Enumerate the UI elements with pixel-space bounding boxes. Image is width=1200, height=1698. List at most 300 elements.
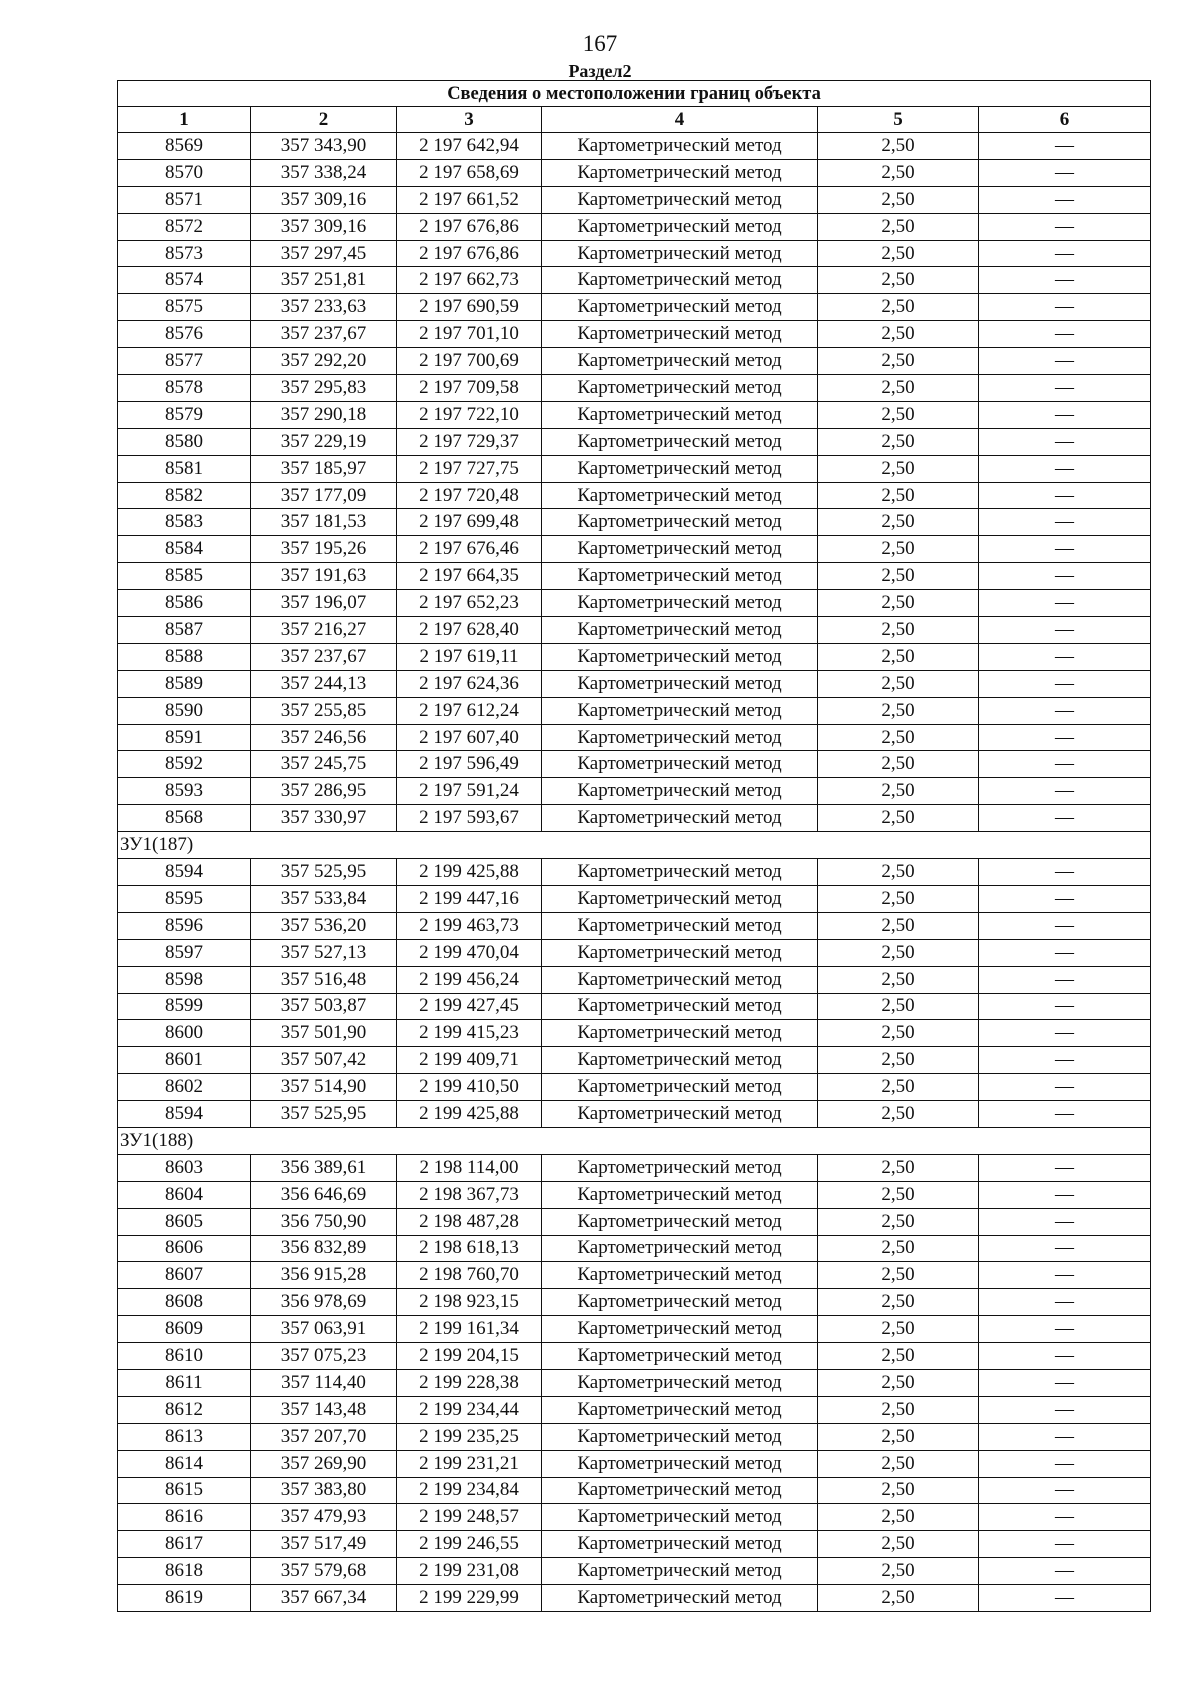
table-row [118, 267, 1151, 294]
table-cell: 357 177,09 [251, 482, 397, 509]
table-cell: 2 199 235,25 [397, 1423, 542, 1450]
table-cell: 8610 [118, 1343, 251, 1370]
table-cell: Картометрический метод [542, 455, 818, 482]
table-caption-row [118, 81, 1151, 107]
table-cell: 2,50 [818, 240, 979, 267]
table-cell: Картометрический метод [542, 186, 818, 213]
table-cell: 2 197 676,86 [397, 240, 542, 267]
table-cell: 2 197 596,49 [397, 751, 542, 778]
table-cell: 2,50 [818, 401, 979, 428]
table-row [118, 1181, 1151, 1208]
table-cell: 8600 [118, 1020, 251, 1047]
table-row [118, 563, 1151, 590]
table-cell: — [979, 159, 1151, 186]
table-cell: 8588 [118, 643, 251, 670]
table-cell: Картометрический метод [542, 885, 818, 912]
table-cell: Картометрический метод [542, 267, 818, 294]
group-label: ЗУ1(187) [118, 832, 1151, 859]
table-row [118, 697, 1151, 724]
table-cell: Картометрический метод [542, 617, 818, 644]
table-cell: 8591 [118, 724, 251, 751]
table-cell: 357 479,93 [251, 1504, 397, 1531]
table-row [118, 1262, 1151, 1289]
table-cell: Картометрический метод [542, 1316, 818, 1343]
table-cell: 8569 [118, 133, 251, 160]
table-cell: Картометрический метод [542, 1047, 818, 1074]
boundary-coordinates-table [117, 80, 1151, 1612]
table-cell: — [979, 885, 1151, 912]
table-row [118, 1558, 1151, 1585]
table-cell: 2,50 [818, 1369, 979, 1396]
table-cell: Картометрический метод [542, 536, 818, 563]
table-cell: 2 199 246,55 [397, 1531, 542, 1558]
table-cell: 356 915,28 [251, 1262, 397, 1289]
table-cell: 357 229,19 [251, 428, 397, 455]
table-cell: 8575 [118, 294, 251, 321]
table-cell: 357 309,16 [251, 186, 397, 213]
table-cell: Картометрический метод [542, 133, 818, 160]
table-cell: 8576 [118, 321, 251, 348]
table-row [118, 1316, 1151, 1343]
table-cell: 2 198 487,28 [397, 1208, 542, 1235]
table-cell: 8607 [118, 1262, 251, 1289]
table-cell: 8590 [118, 697, 251, 724]
table-cell: 8578 [118, 375, 251, 402]
table-cell: 357 143,48 [251, 1396, 397, 1423]
table-cell: 357 383,80 [251, 1477, 397, 1504]
table-cell: 2 197 722,10 [397, 401, 542, 428]
table-cell: 2 197 607,40 [397, 724, 542, 751]
table-cell: 8577 [118, 348, 251, 375]
table-cell: 2 197 612,24 [397, 697, 542, 724]
table-cell: Картометрический метод [542, 321, 818, 348]
table-cell: — [979, 859, 1151, 886]
table-cell: — [979, 993, 1151, 1020]
table-cell: 357 233,63 [251, 294, 397, 321]
table-cell: 357 246,56 [251, 724, 397, 751]
table-row [118, 482, 1151, 509]
table-cell: 357 503,87 [251, 993, 397, 1020]
table-cell: — [979, 536, 1151, 563]
table-cell: 2,50 [818, 590, 979, 617]
section-title: Раздел2 [568, 61, 632, 81]
table-cell: — [979, 1289, 1151, 1316]
table-cell: Картометрический метод [542, 428, 818, 455]
table-cell: 2 199 248,57 [397, 1504, 542, 1531]
table-cell: 2,50 [818, 1477, 979, 1504]
table-row [118, 939, 1151, 966]
table-cell: — [979, 805, 1151, 832]
table-caption: Сведения о местоположении границ объекта [118, 81, 1151, 107]
table-cell: 2,50 [818, 778, 979, 805]
table-cell: 357 290,18 [251, 401, 397, 428]
table-row [118, 509, 1151, 536]
table-cell: — [979, 751, 1151, 778]
table-cell: 2,50 [818, 751, 979, 778]
table-cell: Картометрический метод [542, 805, 818, 832]
table-cell: Картометрический метод [542, 240, 818, 267]
table-cell: — [979, 1181, 1151, 1208]
table-cell: Картометрический метод [542, 1181, 818, 1208]
table-cell: 357 269,90 [251, 1450, 397, 1477]
table-cell: 2 199 463,73 [397, 912, 542, 939]
table-cell: — [979, 133, 1151, 160]
table-cell: 2 197 624,36 [397, 670, 542, 697]
table-cell: Картометрический метод [542, 1208, 818, 1235]
table-row [118, 1396, 1151, 1423]
table-row [118, 240, 1151, 267]
table-cell: 2 197 661,52 [397, 186, 542, 213]
table-cell: 357 338,24 [251, 159, 397, 186]
table-cell: — [979, 482, 1151, 509]
table-cell: — [979, 724, 1151, 751]
table-cell: Картометрический метод [542, 1450, 818, 1477]
table-cell: 356 750,90 [251, 1208, 397, 1235]
table-cell: 2 197 690,59 [397, 294, 542, 321]
table-cell: 357 191,63 [251, 563, 397, 590]
table-cell: 2 197 699,48 [397, 509, 542, 536]
table-row [118, 1423, 1151, 1450]
table-cell: 8612 [118, 1396, 251, 1423]
table-cell: 357 533,84 [251, 885, 397, 912]
table-cell: 2,50 [818, 885, 979, 912]
table-cell: 8584 [118, 536, 251, 563]
table-cell: Картометрический метод [542, 1020, 818, 1047]
column-header: 1 [118, 107, 251, 133]
table-cell: Картометрический метод [542, 563, 818, 590]
table-cell: 2,50 [818, 509, 979, 536]
table-cell: 357 516,48 [251, 966, 397, 993]
table-cell: 8595 [118, 885, 251, 912]
table-cell: 2 197 709,58 [397, 375, 542, 402]
table-cell: 8604 [118, 1181, 251, 1208]
table-cell: 357 525,95 [251, 1101, 397, 1128]
table-cell: 2 198 618,13 [397, 1235, 542, 1262]
table-row [118, 1047, 1151, 1074]
table-cell: 2 199 229,99 [397, 1585, 542, 1612]
table-cell: 357 181,53 [251, 509, 397, 536]
table-cell: 356 978,69 [251, 1289, 397, 1316]
table-cell: 2,50 [818, 1101, 979, 1128]
table-cell: — [979, 1531, 1151, 1558]
table-cell: 2 197 664,35 [397, 563, 542, 590]
table-cell: 2 198 114,00 [397, 1154, 542, 1181]
table-row [118, 590, 1151, 617]
table-cell: 2,50 [818, 670, 979, 697]
table-cell: 8589 [118, 670, 251, 697]
table-cell: 357 286,95 [251, 778, 397, 805]
table-row [118, 1208, 1151, 1235]
table-cell: 8582 [118, 482, 251, 509]
table-cell: — [979, 1235, 1151, 1262]
table-cell: 2,50 [818, 186, 979, 213]
table-cell: 357 195,26 [251, 536, 397, 563]
table-cell: — [979, 1101, 1151, 1128]
table-cell: — [979, 213, 1151, 240]
table-cell: 2 197 619,11 [397, 643, 542, 670]
group-label: ЗУ1(188) [118, 1127, 1151, 1154]
table-cell: — [979, 1504, 1151, 1531]
table-cell: — [979, 455, 1151, 482]
table-cell: — [979, 778, 1151, 805]
table-cell: — [979, 401, 1151, 428]
table-cell: — [979, 1316, 1151, 1343]
table-row [118, 1504, 1151, 1531]
table-group-row [118, 832, 1151, 859]
table-cell: 2,50 [818, 1262, 979, 1289]
table-row [118, 1154, 1151, 1181]
table-cell: 357 185,97 [251, 455, 397, 482]
table-cell: Картометрический метод [542, 159, 818, 186]
table-cell: Картометрический метод [542, 643, 818, 670]
table-cell: 2,50 [818, 1047, 979, 1074]
table-cell: 2,50 [818, 321, 979, 348]
table-cell: Картометрический метод [542, 294, 818, 321]
table-cell: 357 517,49 [251, 1531, 397, 1558]
table-cell: Картометрический метод [542, 213, 818, 240]
table-cell: Картометрический метод [542, 1477, 818, 1504]
table-row [118, 1074, 1151, 1101]
table-cell: 357 295,83 [251, 375, 397, 402]
table-cell: 2,50 [818, 1450, 979, 1477]
table-cell: 8585 [118, 563, 251, 590]
table-cell: 8581 [118, 455, 251, 482]
table-cell: 357 579,68 [251, 1558, 397, 1585]
table-row [118, 186, 1151, 213]
table-cell: 2 197 662,73 [397, 267, 542, 294]
table-row [118, 966, 1151, 993]
table-cell: 2 199 415,23 [397, 1020, 542, 1047]
table-cell: 8608 [118, 1289, 251, 1316]
table-row [118, 1531, 1151, 1558]
table-cell: 2,50 [818, 213, 979, 240]
table-cell: 357 525,95 [251, 859, 397, 886]
table-cell: 2 197 642,94 [397, 133, 542, 160]
table-cell: 357 207,70 [251, 1423, 397, 1450]
table-cell: — [979, 267, 1151, 294]
table-cell: Картометрический метод [542, 482, 818, 509]
table-cell: 2,50 [818, 617, 979, 644]
table-cell: — [979, 617, 1151, 644]
table-cell: 8609 [118, 1316, 251, 1343]
table-cell: 2 197 676,46 [397, 536, 542, 563]
table-cell: Картометрический метод [542, 859, 818, 886]
table-cell: 357 063,91 [251, 1316, 397, 1343]
table-cell: 357 216,27 [251, 617, 397, 644]
table-cell: 2 199 228,38 [397, 1369, 542, 1396]
table-cell: 8615 [118, 1477, 251, 1504]
table-cell: 357 667,34 [251, 1585, 397, 1612]
table-row [118, 670, 1151, 697]
table-cell: 2 199 410,50 [397, 1074, 542, 1101]
table-cell: — [979, 1585, 1151, 1612]
table-cell: — [979, 1020, 1151, 1047]
table-cell: Картометрический метод [542, 912, 818, 939]
table-cell: 8619 [118, 1585, 251, 1612]
table-cell: 2,50 [818, 348, 979, 375]
table-cell: 8616 [118, 1504, 251, 1531]
table-row [118, 455, 1151, 482]
table-cell: 8593 [118, 778, 251, 805]
table-cell: 357 114,40 [251, 1369, 397, 1396]
table-row [118, 751, 1151, 778]
table-cell: 8587 [118, 617, 251, 644]
table-cell: Картометрический метод [542, 1343, 818, 1370]
table-cell: — [979, 1477, 1151, 1504]
table-cell: 2,50 [818, 697, 979, 724]
column-header: 6 [979, 107, 1151, 133]
table-cell: 2,50 [818, 966, 979, 993]
table-cell: 2 198 760,70 [397, 1262, 542, 1289]
table-cell: 2,50 [818, 939, 979, 966]
table-row [118, 1289, 1151, 1316]
table-cell: 2,50 [818, 375, 979, 402]
table-row [118, 859, 1151, 886]
table-cell: 2 199 409,71 [397, 1047, 542, 1074]
table-cell: — [979, 1369, 1151, 1396]
table-cell: 2 199 234,44 [397, 1396, 542, 1423]
table-cell: 8617 [118, 1531, 251, 1558]
table-cell: 8571 [118, 186, 251, 213]
table-row [118, 133, 1151, 160]
table-cell: 8605 [118, 1208, 251, 1235]
table-cell: Картометрический метод [542, 1154, 818, 1181]
table-cell: 8611 [118, 1369, 251, 1396]
column-header: 5 [818, 107, 979, 133]
table-cell: 2,50 [818, 1343, 979, 1370]
table-cell: 2 197 593,67 [397, 805, 542, 832]
table-cell: 357 237,67 [251, 643, 397, 670]
table-row [118, 213, 1151, 240]
page-number: 167 [582, 31, 618, 56]
table-cell: 2 199 447,16 [397, 885, 542, 912]
table-cell: 357 536,20 [251, 912, 397, 939]
table-cell: Картометрический метод [542, 1101, 818, 1128]
table-cell: — [979, 643, 1151, 670]
table-row [118, 1235, 1151, 1262]
table-cell: 8598 [118, 966, 251, 993]
table-cell: 2,50 [818, 455, 979, 482]
table-cell: 2,50 [818, 1181, 979, 1208]
table-cell: 2,50 [818, 1208, 979, 1235]
table-cell: Картометрический метод [542, 966, 818, 993]
table-row [118, 617, 1151, 644]
table-cell: — [979, 375, 1151, 402]
table-cell: 356 832,89 [251, 1235, 397, 1262]
table-row [118, 1585, 1151, 1612]
table-cell: — [979, 1558, 1151, 1585]
table-cell: 2,50 [818, 428, 979, 455]
table-cell: Картометрический метод [542, 590, 818, 617]
table-cell: Картометрический метод [542, 401, 818, 428]
table-cell: Картометрический метод [542, 1396, 818, 1423]
table-cell: Картометрический метод [542, 1531, 818, 1558]
table-cell: 2 199 425,88 [397, 859, 542, 886]
table-row [118, 993, 1151, 1020]
table-cell: 8572 [118, 213, 251, 240]
table-cell: 357 237,67 [251, 321, 397, 348]
table-cell: — [979, 670, 1151, 697]
table-cell: 2 197 729,37 [397, 428, 542, 455]
table-row [118, 805, 1151, 832]
table-cell: 2,50 [818, 859, 979, 886]
table-cell: 8573 [118, 240, 251, 267]
table-cell: 357 297,45 [251, 240, 397, 267]
table-cell: 8594 [118, 859, 251, 886]
table-cell: Картометрический метод [542, 375, 818, 402]
table-cell: 8602 [118, 1074, 251, 1101]
table-cell: 8579 [118, 401, 251, 428]
table-cell: Картометрический метод [542, 1369, 818, 1396]
table-row [118, 885, 1151, 912]
table-cell: 2 199 456,24 [397, 966, 542, 993]
table-header-row [118, 107, 1151, 133]
table-row [118, 724, 1151, 751]
table-cell: 357 501,90 [251, 1020, 397, 1047]
table-cell: 2 199 427,45 [397, 993, 542, 1020]
table-cell: — [979, 1343, 1151, 1370]
table-row [118, 1369, 1151, 1396]
table-cell: 2,50 [818, 1585, 979, 1612]
table-cell: 2 199 161,34 [397, 1316, 542, 1343]
table-cell: 2,50 [818, 724, 979, 751]
table-cell: 2 197 591,24 [397, 778, 542, 805]
table-cell: Картометрический метод [542, 751, 818, 778]
table-cell: 2,50 [818, 1074, 979, 1101]
table-cell: 2,50 [818, 1531, 979, 1558]
table-cell: 357 309,16 [251, 213, 397, 240]
table-cell: 8570 [118, 159, 251, 186]
table-cell: 2,50 [818, 1423, 979, 1450]
table-cell: 8599 [118, 993, 251, 1020]
table-cell: 2,50 [818, 643, 979, 670]
table-cell: Картометрический метод [542, 724, 818, 751]
table-cell: 357 527,13 [251, 939, 397, 966]
table-cell: — [979, 697, 1151, 724]
table-cell: 8594 [118, 1101, 251, 1128]
table-cell: 357 244,13 [251, 670, 397, 697]
table-cell: Картометрический метод [542, 1074, 818, 1101]
table-cell: 2,50 [818, 267, 979, 294]
table-cell: Картометрический метод [542, 1558, 818, 1585]
table-cell: 8597 [118, 939, 251, 966]
table-cell: 2,50 [818, 1504, 979, 1531]
table-row [118, 778, 1151, 805]
table-cell: 2 199 204,15 [397, 1343, 542, 1370]
table-cell: — [979, 1262, 1151, 1289]
table-cell: 8568 [118, 805, 251, 832]
table-cell: Картометрический метод [542, 348, 818, 375]
table-cell: 8601 [118, 1047, 251, 1074]
table-row [118, 428, 1151, 455]
table-cell: 8586 [118, 590, 251, 617]
table-cell: 2 199 234,84 [397, 1477, 542, 1504]
table-cell: 2 198 923,15 [397, 1289, 542, 1316]
table-cell: Картометрический метод [542, 670, 818, 697]
table-row [118, 643, 1151, 670]
column-header: 4 [542, 107, 818, 133]
table-cell: 357 251,81 [251, 267, 397, 294]
table-cell: 357 292,20 [251, 348, 397, 375]
table-cell: 2 197 720,48 [397, 482, 542, 509]
table-cell: — [979, 1396, 1151, 1423]
table-cell: — [979, 1208, 1151, 1235]
table-cell: 8574 [118, 267, 251, 294]
table-group-row [118, 1127, 1151, 1154]
table-cell: Картометрический метод [542, 993, 818, 1020]
table-cell: 2,50 [818, 159, 979, 186]
table-cell: 357 196,07 [251, 590, 397, 617]
